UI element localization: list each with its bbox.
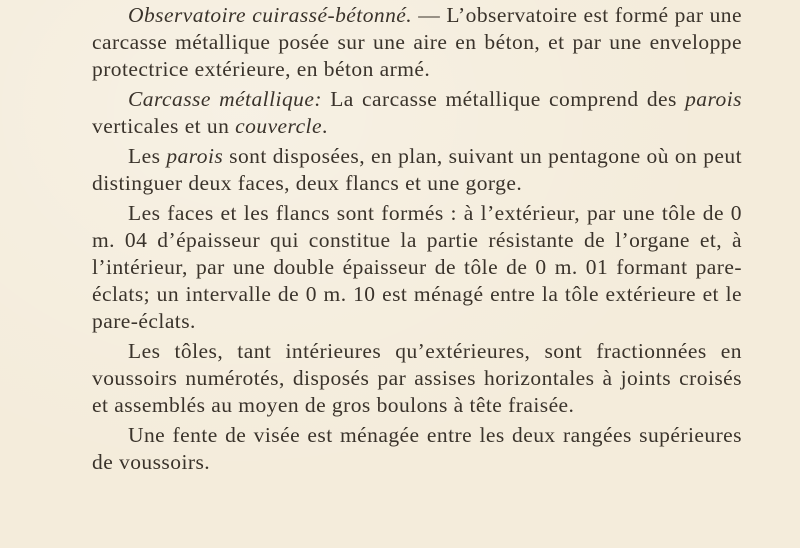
run-text: Une fente de visée est ménagée entre les deux rangées supérieures de voussoirs. xyxy=(92,423,742,474)
run-text: Les faces et les flancs sont formés : à l’extérieur, par une tôle de 0 m. 04 d’épaisseur qui constitue la partie résistante de l’organe et, à l’intérieur, par une double épaisseur de tôle de 0 m. 01 formant pare-éclats; un intervalle de 0 m. 10 est ménagé entre la tôle extérieure et le pare-éclats. xyxy=(92,201,742,333)
run-emphasis: parois xyxy=(685,87,742,111)
run-text: Les xyxy=(128,144,167,168)
run-text: La carcasse métallique comprend des xyxy=(321,87,686,111)
body-text xyxy=(92,2,742,479)
run-text: . xyxy=(321,114,328,138)
paragraph-faces-flancs xyxy=(92,200,742,335)
run-text: verticales et un xyxy=(92,114,236,138)
paragraph-observatoire xyxy=(92,2,742,83)
paragraph-parois xyxy=(92,143,742,197)
run-text: — L’observatoire est formé par une carcasse métallique posée sur une aire en béton, et par une enveloppe protectrice extérieure, en béton armé. xyxy=(92,3,742,81)
run-title: Observatoire cuirassé-bétonné. xyxy=(128,3,413,27)
paragraph-toles xyxy=(92,338,742,419)
paragraph-fente xyxy=(92,422,742,476)
run-emphasis: couvercle xyxy=(235,114,322,138)
run-title: Carcasse métallique: xyxy=(128,87,322,111)
paragraph-carcasse xyxy=(92,86,742,140)
run-text: Les tôles, tant intérieures qu’extérieures, sont fractionnées en voussoirs numérotés, disposés par assises horizontales à joints croisés et assemblés au moyen de gros boulons à tête fraisée. xyxy=(92,339,742,417)
run-text: sont disposées, en plan, suivant un pentagone où on peut distinguer deux faces, deux flancs et une gorge. xyxy=(92,144,743,195)
run-emphasis: parois xyxy=(166,144,224,168)
